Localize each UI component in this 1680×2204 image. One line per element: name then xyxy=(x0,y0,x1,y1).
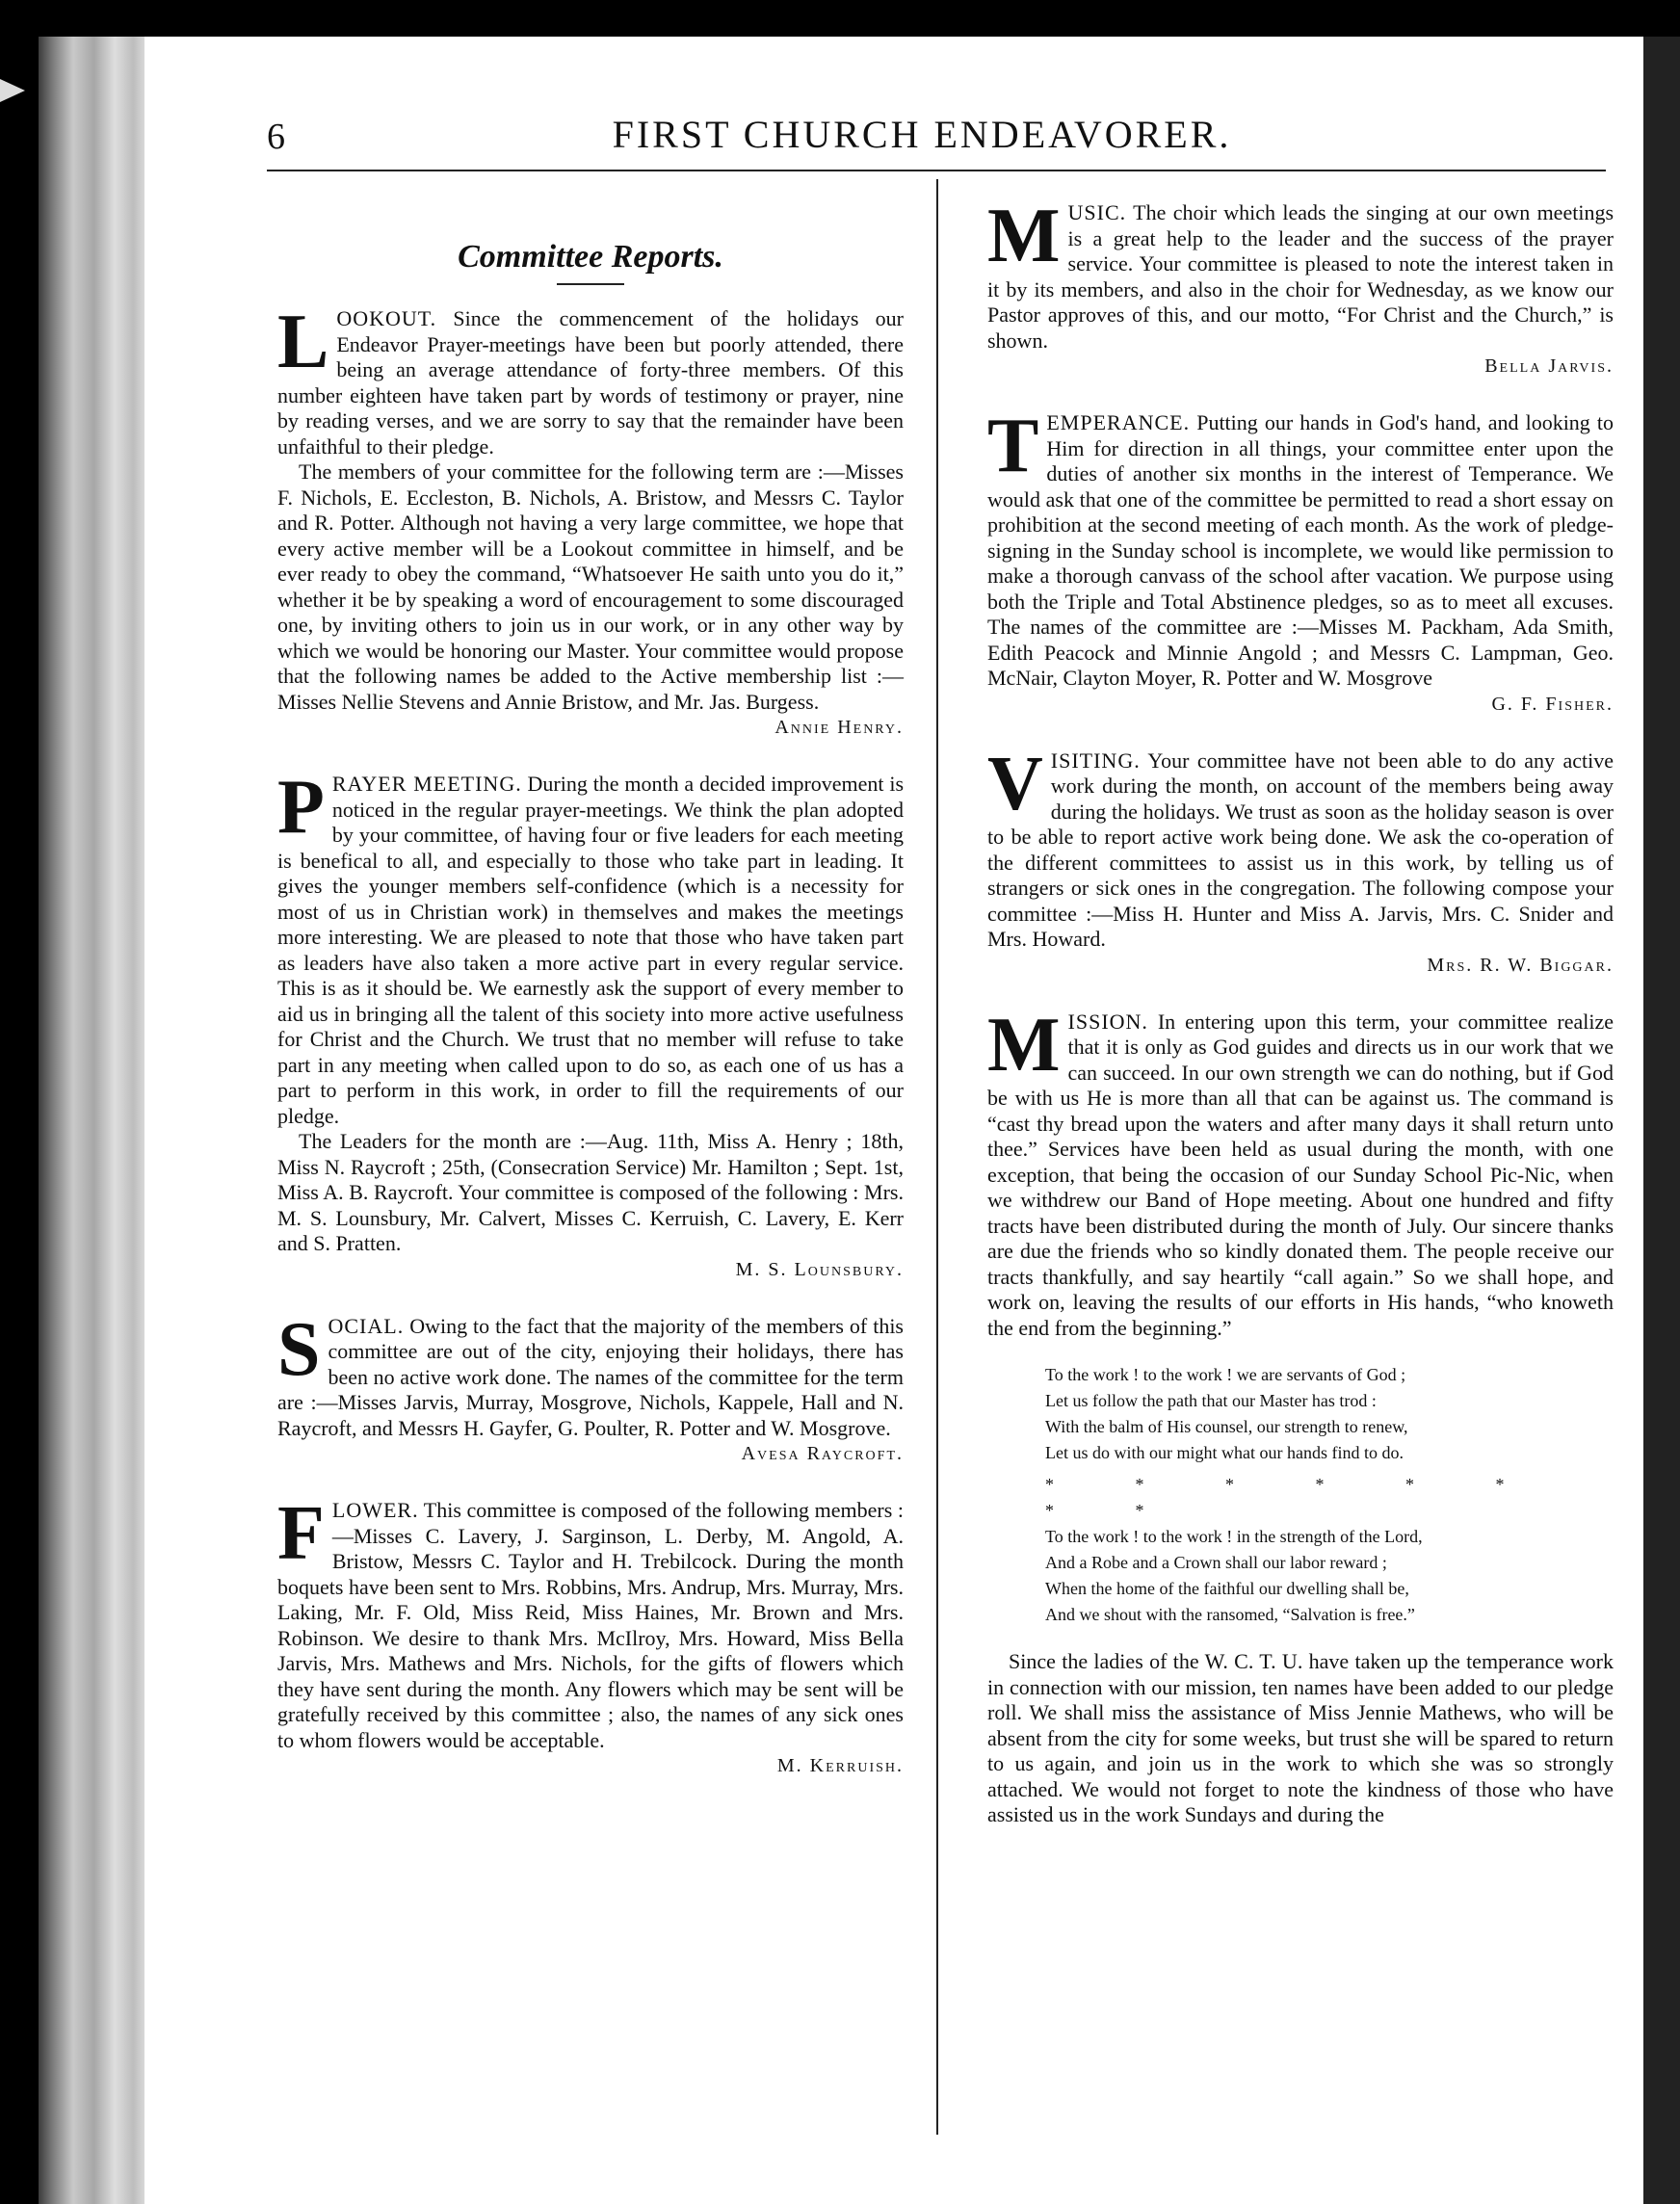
page-turn-arrow-icon xyxy=(0,79,25,102)
drop-cap: P xyxy=(277,765,325,850)
report-signature: G. F. Fisher. xyxy=(1491,693,1614,715)
music-report xyxy=(987,194,1614,378)
lookout-report xyxy=(277,300,905,739)
book-binding xyxy=(39,37,154,2204)
drop-cap: V xyxy=(987,741,1043,826)
left-column xyxy=(277,220,904,1810)
report-heading: ISSION. xyxy=(1067,1009,1148,1034)
hymn-line: And we shout with the ransomed, “Salvation is free.” xyxy=(1045,1605,1415,1624)
mission-report xyxy=(987,1002,1614,1828)
report-text: This committee is composed of the following members :—Misses C. Lavery, J. Sarginson, L. Derby, M. Angold, A. Bristow, Messrs C. Taylor and H. Trebilcock. During the month boquets have been sent to Mrs. Robbins, Mrs. Andrup, Mrs. Murray, Mrs. Laking, Mr. F. Old, Miss Reid, Miss Haines, Mr. Brown and Mrs. Robinson. We desire to thank Mrs. McIlroy, Mrs. Howard, Miss Bella Jarvis, Mrs. Mathews and Mrs. Nichols, for the gifts of flowers which they have sent during the month. Any flowers which may be sent will be gratefully received by this committee ; also, the names of any sick ones to whom flowers would be acceptable. xyxy=(277,1498,904,1752)
report-text: Putting our hands in God's hand, and looking to Him for direction in all things, your committee enter upon the duties of another six months in the interest of Temperance. We would ask that one of the committee be permitted to read a short essay on prohibition at the second meeting of each month. As the work of pledge-signing in the Sunday school is incomplete, we would like permission to make a thorough canvass of the school after vacation. We purpose using both the Triple and Total Abstinence pledges, so as to meet all excuses. The names of the committee are :—Misses M. Packham, Ada Smith, Edith Peacock and Minnie Angold ; and Messrs C. Lampman, Geo. McNair, Clayton Moyer, R. Potter and W. Mosgrove xyxy=(987,410,1614,690)
running-head: FIRST CHURCH ENDEAVORER. xyxy=(612,113,1232,156)
report-heading: RAYER MEETING. xyxy=(331,772,522,796)
report-signature: Bella Jarvis. xyxy=(1484,355,1614,377)
hymn-verse xyxy=(1045,1362,1614,1628)
hymn-line: With the balm of His counsel, our strength to renew, xyxy=(1045,1417,1408,1436)
hymn-line: And a Robe and a Crown shall our labor reward ; xyxy=(1045,1553,1387,1572)
drop-cap: T xyxy=(987,404,1039,488)
report-text: Your committee have not been able to do any active work during the month, on account of the members being away during the holidays. We trust as soon as the holiday season is over to be able to report active work being done. We ask the co-operation of the different committees to assist us in this work, by telling us of strangers or sick ones in the congregation. The following compose your committee :—Miss H. Hunter and Miss A. Jarvis, Mrs. C. Snider and Mrs. Howard. xyxy=(987,748,1614,951)
flower-report xyxy=(277,1491,904,1777)
report-signature: Annie Henry. xyxy=(774,717,904,738)
drop-cap: M xyxy=(987,1002,1061,1088)
social-report xyxy=(277,1306,904,1466)
hymn-line: To the work ! to the work ! we are servants of God ; xyxy=(1045,1365,1406,1384)
drop-cap: F xyxy=(277,1491,325,1576)
column-rule xyxy=(936,179,938,2135)
report-heading: ISITING. xyxy=(1050,748,1141,773)
report-text: In entering upon this term, your committee realize that it is only as God guides and directs us in our work that we can succeed. In our own strength we can do nothing, but if God be with us He is more than all that can be against us. The command is “cast thy bread upon the waters and after many days it shall return unto thee.” Services have been held as usual during the month, with one exception, that being the occasion of our Sunday School Pic-Nic, when we withdrew our Band of Hope meeting. About one hundred and fifty tracts have been distributed during the month of July. Our sincere thanks are due the friends who so kindly donated them. The people receive our tracts thankfully, and say heartily “call again.” So we shall hope, and work on, leaving the results of our efforts in His hands, “who knoweth the end from the beginning.” xyxy=(987,1009,1614,1340)
book-page xyxy=(144,37,1643,2204)
hymn-line: To the work ! to the work ! in the strength of the Lord, xyxy=(1045,1527,1423,1546)
verse-separator: * * * * * * * * xyxy=(1045,1475,1543,1520)
next-page-edge xyxy=(1643,37,1680,2204)
page-number: 6 xyxy=(267,117,285,157)
section-title: Committee Reports. xyxy=(458,239,723,275)
report-text: The Leaders for the month are :—Aug. 11th, Miss A. Henry ; 18th, Miss N. Raycroft ; 25th, (Consecration Service) Mr. Hamilton ; Sept. 1st, Miss A. B. Raycroft. Your committee is composed of the following : Mrs. M. S. Lounsbury, Mr. Calvert, Misses C. Kerruish, C. Lavery, E. Kerr and S. Pratten. xyxy=(277,1129,904,1255)
hymn-line: When the home of the faithful our dwelling shall be, xyxy=(1045,1579,1409,1598)
right-column xyxy=(987,194,1614,1861)
report-signature: M. Kerruish. xyxy=(776,1755,904,1776)
report-heading: LOWER. xyxy=(331,1498,419,1522)
report-heading: EMPERANCE. xyxy=(1046,410,1191,434)
report-text: Owing to the fact that the majority of the members of this committee are out of the city, enjoying their holidays, there has been no active work done. The names of the committee for the term are :—Misses Jarvis, Murray, Mosgrove, Nichols, Kappele, Hall and N. Raycroft, and Messrs H. Gayfer, G. Poulter, R. Potter and W. Mosgrove. xyxy=(277,1313,904,1440)
hymn-line: Let us do with our might what our hands find to do. xyxy=(1045,1443,1404,1462)
drop-cap: M xyxy=(987,194,1061,278)
visiting-report xyxy=(987,741,1614,977)
report-signature: Avesa Raycroft. xyxy=(741,1443,904,1464)
title-dash xyxy=(557,283,624,285)
drop-cap: S xyxy=(277,1306,321,1392)
drop-cap: L xyxy=(277,300,329,384)
report-text: During the month a decided improvement is noticed in the regular prayer-meetings. We think the plan adopted by your committee, of having four or five leaders for each meeting is benefical to all, and especially to those who take part in leading. It gives the younger members self-confidence (which is a necessity for most of us in Christian work) in themselves and makes the meetings more interesting. We are pleased to note that those who have taken part as leaders have also taken a more active part in every regular service. This is as it should be. We earnestly ask the support of every member to aid us in bringing all the talent of this society into more active usefulness for Christ and the Church. We trust that no member will refuse to take part in any meeting when called upon to do so, as each one of us has a part to perform in this work, in order to fill the requirements of our pledge. xyxy=(277,772,905,1128)
hymn-line: Let us follow the path that our Master has trod : xyxy=(1045,1391,1377,1410)
report-heading: OCIAL. xyxy=(328,1313,405,1338)
report-text: The choir which leads the singing at our own meetings is a great help to the leader and the success of the prayer service. Your committee is pleased to note the interest taken in it by its members, and also in the choir for Wednesday, as we know our Pastor approves of this, and our motto, “For Christ and the Church,” is shown. xyxy=(987,200,1614,353)
prayer-meeting-report xyxy=(277,765,905,1281)
report-text: The members of your committee for the following term are :—Misses F. Nichols, E. Eccleston, B. Nichols, A. Bristow, and Messrs C. Taylor and R. Potter. Although not having a very large committee, we hope that every active member will be a Lookout committee in himself, and be ever ready to obey the command, “Whatsoever He saith unto you do it,” whether it be by speaking a word of encouragement to some discouraged one, by inviting others to join us in our work, or in any other way by which we would be honoring our Master. Your committee would propose that the following names be added to the Active membership list :—Misses Nellie Stevens and Annie Bristow, and Mr. Jas. Burgess. xyxy=(277,459,904,714)
report-signature: M. S. Lounsbury. xyxy=(735,1258,904,1280)
report-text: Since the commencement of the holidays our Endeavor Prayer-meetings have been but poorly attended, there being an average attendance of forty-three members. Of this number eighteen have taken part by words of testimony or prayer, nine by reading verses, and we are sorry to say that the remainder have been unfaithful to their pledge. xyxy=(277,306,905,459)
temperance-report xyxy=(987,404,1614,716)
report-signature: Mrs. R. W. Biggar. xyxy=(1427,954,1614,976)
report-heading: OOKOUT. xyxy=(336,306,437,330)
header-rule xyxy=(267,170,1606,171)
report-heading: USIC. xyxy=(1067,200,1127,224)
report-text: Since the ladies of the W. C. T. U. have taken up the temperance work in connection with our mission, ten names have been added to our pledge roll. We shall miss the assistance of Miss Jennie Mathews, who will be absent from the city for some weeks, but trust she will be spared to return to us again, and join us in the work to which she was so strongly attached. We would not forget to note the kindness of those who have assisted us in the work Sundays and during the xyxy=(987,1649,1614,1826)
